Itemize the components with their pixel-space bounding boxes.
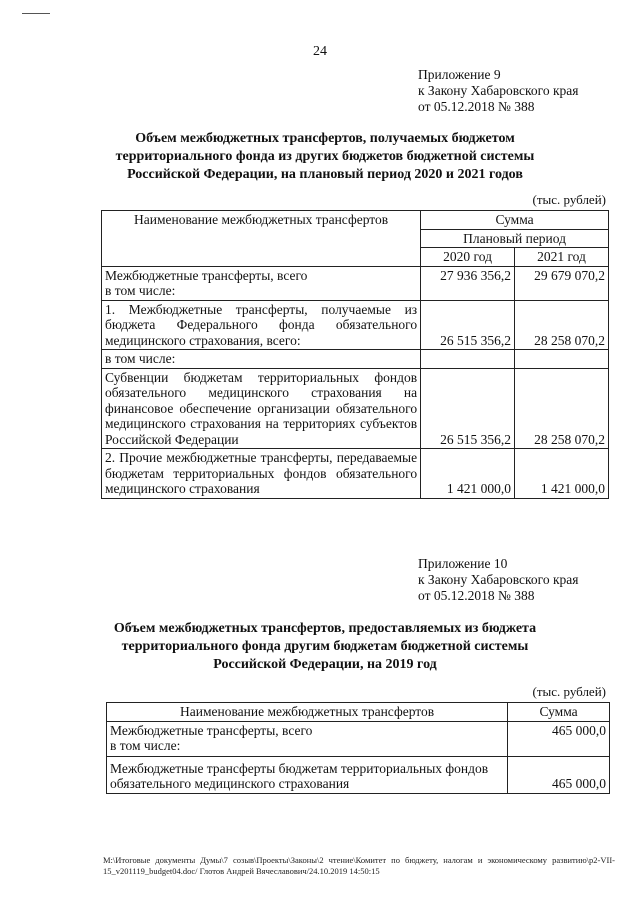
table-row bbox=[102, 266, 609, 300]
col-sum-header: Сумма bbox=[508, 703, 610, 722]
appendix9-title-line: Объем межбюджетных трансфертов, получаемых бюджетом bbox=[135, 131, 515, 146]
footer-line: M:\Итоговые документы Думы\7 созыв\Проекты\Законы\2 чтение\Комитет по бюджету, налогам и экономическому развитию\p2-VII- bbox=[103, 855, 615, 865]
appendix9-header bbox=[418, 67, 579, 115]
col-name-header: Наименование межбюджетных трансфертов bbox=[107, 703, 508, 722]
table-row bbox=[102, 350, 609, 369]
row-value: 465 000,0 bbox=[508, 721, 610, 756]
row-value-2021 bbox=[515, 350, 609, 369]
row-value-2021: 28 258 070,2 bbox=[515, 368, 609, 449]
table-row bbox=[102, 300, 609, 350]
row-value-2020: 26 515 356,2 bbox=[421, 368, 515, 449]
row-name: Субвенции бюджетам территориальных фондов обязательного медицинского страхования на финансовое обеспечение организации обязательного медицинского страхования на территориях субъектов Российской Федерации bbox=[102, 368, 421, 449]
appendix10-title-line: Российской Федерации, на 2019 год bbox=[213, 657, 437, 672]
scan-corner-mark bbox=[22, 13, 50, 14]
row-name-line: в том числе: bbox=[110, 738, 181, 753]
appendix9-date: от 05.12.2018 № 388 bbox=[418, 99, 535, 114]
col-2021-header: 2021 год bbox=[515, 248, 609, 267]
row-value-2021: 1 421 000,0 bbox=[515, 449, 609, 499]
row-value-2020: 1 421 000,0 bbox=[421, 449, 515, 499]
col-name-header: Наименование межбюджетных трансфертов bbox=[102, 211, 421, 267]
row-name: в том числе: bbox=[102, 350, 421, 369]
col-2020-header: 2020 год bbox=[421, 248, 515, 267]
row-name: 2. Прочие межбюджетные трансферты, передаваемые бюджетам территориальных фондов обязательного медицинского страхования bbox=[102, 449, 421, 499]
row-value-2021: 28 258 070,2 bbox=[515, 300, 609, 350]
row-name-line: Межбюджетные трансферты, всего bbox=[105, 267, 308, 283]
table-header-row bbox=[107, 703, 610, 722]
appendix10-label: Приложение 10 bbox=[418, 556, 508, 571]
row-value: 465 000,0 bbox=[508, 756, 610, 793]
footer-file-path bbox=[103, 855, 615, 877]
row-name: Межбюджетные трансферты бюджетам территориальных фондов обязательного медицинского страхования bbox=[107, 756, 508, 793]
row-value-2020 bbox=[421, 350, 515, 369]
appendix10-header bbox=[418, 556, 579, 604]
row-name bbox=[107, 721, 508, 756]
row-value-2020: 26 515 356,2 bbox=[421, 300, 515, 350]
appendix10-law: к Закону Хабаровского края bbox=[418, 572, 579, 587]
appendix10-date: от 05.12.2018 № 388 bbox=[418, 588, 535, 603]
appendix9-unit: (тыс. рублей) bbox=[532, 192, 606, 207]
table-row bbox=[107, 721, 610, 756]
col-period-header: Плановый период bbox=[421, 229, 609, 248]
appendix9-title-line: территориального фонда из других бюджетов бюджетной системы bbox=[115, 149, 535, 164]
appendix9-title-line: Российской Федерации, на плановый период 2020 и 2021 годов bbox=[127, 167, 523, 182]
col-sum-header: Сумма bbox=[421, 211, 609, 230]
appendix10-title bbox=[90, 620, 560, 674]
table-row bbox=[107, 756, 610, 793]
table-header-row bbox=[102, 211, 609, 230]
row-name: 1. Межбюджетные трансферты, получаемые из бюджета Федерального фонда обязательного медицинского страхования, всего: bbox=[102, 300, 421, 350]
page-number: 24 bbox=[313, 44, 327, 59]
appendix10-title-line: территориального фонда другим бюджетам бюджетной системы bbox=[121, 639, 529, 654]
footer-line: 15_v201119_budget04.doc/ Глотов Андрей Вячеславович/24.10.2019 14:50:15 bbox=[103, 866, 380, 876]
row-value-2020: 27 936 356,2 bbox=[421, 266, 515, 300]
table-row bbox=[102, 449, 609, 499]
row-name-line: Межбюджетные трансферты, всего bbox=[110, 722, 313, 738]
appendix9-title bbox=[90, 130, 560, 184]
appendix10-title-line: Объем межбюджетных трансфертов, предоставляемых из бюджета bbox=[113, 621, 537, 636]
table-row bbox=[102, 368, 609, 449]
appendix9-label: Приложение 9 bbox=[418, 67, 501, 82]
row-value-2021: 29 679 070,2 bbox=[515, 266, 609, 300]
appendix9-law: к Закону Хабаровского края bbox=[418, 83, 579, 98]
row-name-line: в том числе: bbox=[105, 283, 176, 298]
appendix9-table bbox=[101, 210, 609, 499]
row-name bbox=[102, 266, 421, 300]
appendix10-unit: (тыс. рублей) bbox=[532, 684, 606, 699]
appendix10-table bbox=[106, 702, 610, 794]
